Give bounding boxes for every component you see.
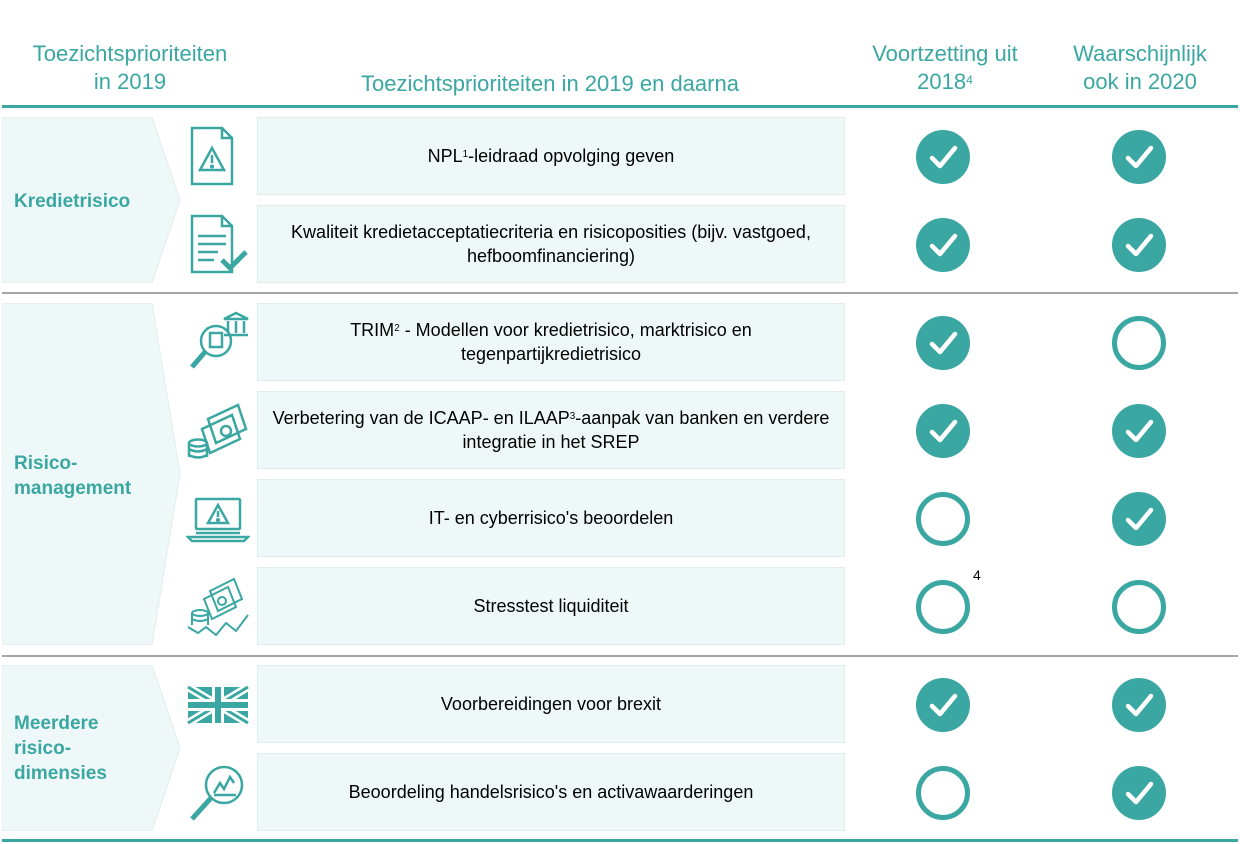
- priority-row-it-cyber: [257, 479, 845, 557]
- priority-row-kredietacceptatie: [257, 205, 845, 283]
- footnote-ref: 3: [569, 410, 576, 422]
- laptop-warning-icon: [186, 487, 250, 551]
- status-2018-row-4: [915, 491, 971, 547]
- priority-row-brexit: [257, 665, 845, 743]
- money-stress-icon: [186, 575, 250, 639]
- check-circle-icon: [1111, 217, 1167, 273]
- header-col-likely-2020: [1040, 40, 1240, 96]
- status-2020-row-0: [1111, 129, 1167, 185]
- magnifier-chart-icon: [186, 761, 250, 825]
- priority-text: Verbetering van de ICAAP- en ILAAP$^3$-aanpak van banken en verdere integratie in het SREP: [272, 408, 830, 452]
- money-coins-icon: [186, 399, 250, 463]
- category-label-line: Kredietrisico: [14, 191, 131, 212]
- footnote-ref: 2: [394, 322, 400, 334]
- document-warning-icon: [186, 124, 250, 188]
- status-2020-row-2: [1111, 315, 1167, 371]
- category-label-line: Meerdere: [14, 713, 99, 734]
- status-2018-row-0: [915, 129, 971, 185]
- status-2018-row-6: [915, 677, 971, 733]
- footnote-ref: 4: [966, 73, 973, 88]
- document-check-icon: [186, 212, 250, 276]
- category-meerdere-risicodimensies: [2, 665, 182, 831]
- status-2018-row-1: [915, 217, 971, 273]
- header-col3-line2: [840, 68, 1050, 96]
- check-circle-icon: [915, 677, 971, 733]
- priority-row-icaap-ilaap: [257, 391, 845, 469]
- priority-text: TRIM$^2$ - Modellen voor kredietrisico, marktrisico en tegenpartijkredietrisico: [350, 320, 752, 364]
- check-circle-icon: [1111, 403, 1167, 459]
- status-2020-row-3: [1111, 403, 1167, 459]
- status-2020-row-1: [1111, 217, 1167, 273]
- empty-circle-icon: [915, 765, 971, 821]
- priority-row-npl: [257, 117, 845, 195]
- header-col3-year: 2018: [917, 69, 967, 94]
- category-label-line: Risico-: [14, 453, 78, 474]
- empty-circle-icon: [1111, 315, 1167, 371]
- section-divider-2: [2, 655, 1238, 657]
- magnifier-bank-icon: [186, 311, 250, 375]
- check-circle-icon: [1111, 677, 1167, 733]
- category-label-line: dimensies: [14, 763, 107, 784]
- priority-row-handelsrisico: [257, 753, 845, 831]
- priority-text: Voorbereidingen voor brexit: [440, 694, 662, 714]
- category-label-line: management: [14, 478, 132, 499]
- status-2018-row-5: [915, 579, 971, 635]
- check-circle-icon: [1111, 765, 1167, 821]
- empty-circle-icon: [915, 491, 971, 547]
- priority-text: NPL$^1$-leidraad opvolging geven: [427, 146, 675, 166]
- header-rule: [2, 105, 1238, 108]
- check-circle-icon: [915, 403, 971, 459]
- category-kredietrisico: [2, 117, 182, 283]
- priority-row-stresstest: [257, 567, 845, 645]
- check-circle-icon: [1111, 129, 1167, 185]
- status-2018-row-3: [915, 403, 971, 459]
- header-col-priorities-2019: [10, 40, 250, 96]
- empty-circle-icon: [915, 579, 971, 635]
- uk-flag-icon: [186, 673, 250, 737]
- status-2020-row-4: [1111, 491, 1167, 547]
- header-col4-line1: Waarschijnlijk: [1073, 41, 1207, 66]
- check-circle-icon: [915, 217, 971, 273]
- status-2020-row-7: [1111, 765, 1167, 821]
- priority-text: Kwaliteit kredietacceptatiecriteria en risicoposities (bijv. vastgoed, hefboomfinanciering): [291, 222, 811, 266]
- check-circle-icon: [1111, 491, 1167, 547]
- header-col1-line1: Toezichtsprioriteiten: [32, 41, 228, 66]
- empty-circle-icon: [1111, 579, 1167, 635]
- status-2018-row-7: [915, 765, 971, 821]
- header-col3-line1: Voortzetting uit: [872, 41, 1018, 66]
- footnote-ref: 1: [462, 148, 469, 160]
- check-circle-icon: [915, 129, 971, 185]
- priority-row-trim: [257, 303, 845, 381]
- header-col-priorities-2019-and-later: Toezichtsprioriteiten in 2019 en daarna: [361, 71, 739, 96]
- priority-text: Beoordeling handelsrisico's en activawaarderingen: [348, 782, 754, 802]
- priority-text: IT- en cyberrisico's beoordelen: [428, 508, 674, 528]
- priority-text: Stresstest liquiditeit: [473, 596, 629, 616]
- status-2020-row-6: [1111, 677, 1167, 733]
- check-circle-icon: [915, 315, 971, 371]
- bottom-rule: [2, 839, 1238, 842]
- footnote-ref-stresstest: 4: [973, 567, 981, 583]
- status-2020-row-5: [1111, 579, 1167, 635]
- header-col4-line2: ook in 2020: [1083, 69, 1197, 94]
- status-2018-row-2: [915, 315, 971, 371]
- category-label-line: risico-: [14, 738, 72, 759]
- header-col-continuation-2018: [840, 40, 1050, 96]
- category-risicomanagement: [2, 303, 182, 645]
- section-divider-1: [2, 292, 1238, 294]
- header-col1-line2: in 2019: [93, 69, 167, 94]
